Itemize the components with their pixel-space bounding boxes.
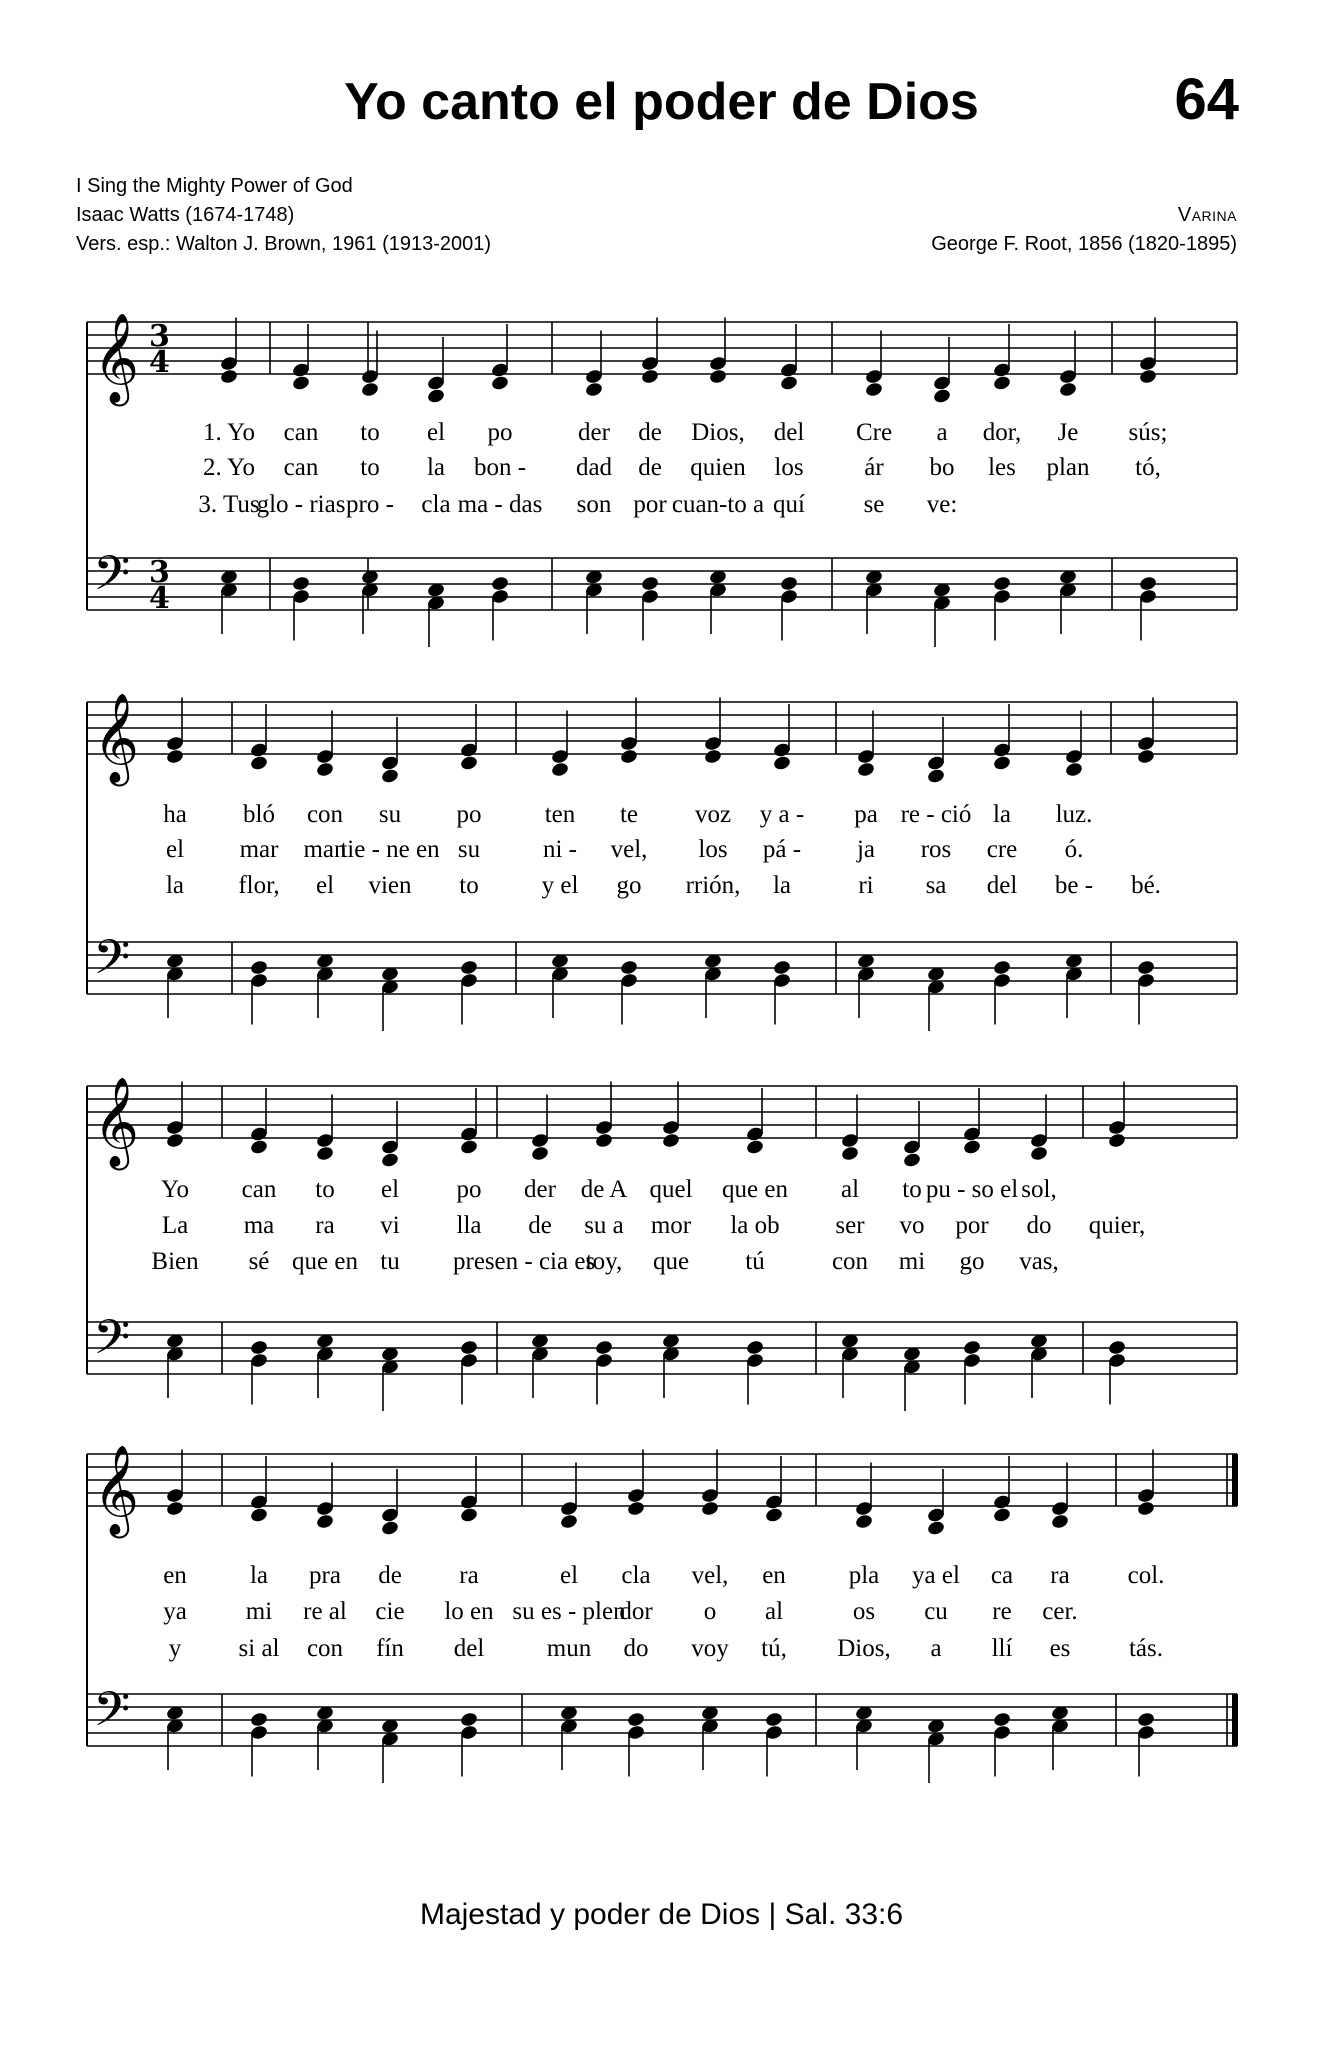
lyric-syllable: to [902, 1176, 922, 1203]
lyric-syllable: pá - [762, 836, 802, 863]
lyric-syllable: la [165, 872, 185, 899]
lyric-syllable: sé [248, 1248, 270, 1275]
lyric-syllable: su [457, 836, 481, 863]
lyric-syllable: a [930, 1635, 942, 1662]
lyric-syllable: ra [315, 1212, 335, 1239]
lyric-syllable: les [988, 454, 1016, 481]
lyric-syllable: cla [421, 491, 451, 518]
treble-notehead [315, 1145, 334, 1162]
treble-notehead [703, 748, 722, 765]
lyric-syllable: y a - [759, 801, 805, 828]
treble-notehead [459, 1507, 478, 1524]
lyric-syllable: fín [376, 1635, 404, 1662]
treble-notehead [249, 1507, 268, 1524]
treble-notehead [559, 1513, 578, 1530]
bass-time-sig-bottom: 4 [149, 581, 170, 616]
treble-notehead [764, 1507, 783, 1524]
lyric-syllable: Dios, [837, 1635, 891, 1662]
lyric-syllable: ni - [542, 836, 578, 863]
bass-notehead [764, 1711, 783, 1728]
lyric-syllable: cer. [1042, 1598, 1078, 1625]
lyric-syllable: lo en [444, 1598, 494, 1625]
treble-notehead [700, 1500, 719, 1517]
lyric-syllable: ri [858, 872, 874, 899]
lyric-syllable: los [698, 836, 728, 863]
treble-notehead [530, 1145, 549, 1162]
lyric-syllable: po [456, 1176, 482, 1203]
lyric-syllable: son [576, 491, 612, 518]
lyric-syllable: tás. [1128, 1635, 1164, 1662]
lyric-syllable: o [703, 1598, 717, 1625]
bass-notehead [640, 575, 659, 592]
author: Isaac Watts (1674-1748) [76, 204, 295, 226]
lyric-syllable: ros [920, 836, 952, 863]
treble-notehead [165, 1132, 184, 1149]
lyric-syllable: y [168, 1635, 182, 1662]
treble-notehead [426, 388, 445, 405]
lyric-syllable: y el [541, 872, 579, 899]
lyric-syllable: sol, [1021, 1176, 1057, 1203]
lyric-syllable: que [652, 1248, 690, 1275]
treble-notehead [380, 768, 399, 785]
lyric-syllable: ve: [926, 491, 958, 518]
lyric-syllable: que en [292, 1248, 358, 1275]
lyric-syllable: Dios, [691, 419, 745, 446]
lyric-syllable: mi [245, 1598, 273, 1625]
bass-notehead [1136, 1711, 1155, 1728]
treble-time-sig-top: 3 [149, 319, 170, 354]
treble-notehead [1107, 1132, 1126, 1149]
lyric-syllable: por [955, 1212, 989, 1239]
treble-notehead [661, 1132, 680, 1149]
treble-notehead [165, 748, 184, 765]
hymn-number: 64 [1174, 67, 1239, 132]
lyric-syllable: el [559, 1562, 579, 1589]
bass-notehead [249, 1339, 268, 1356]
lyric-syllable: os [852, 1598, 876, 1625]
treble-notehead [1058, 381, 1077, 398]
treble-notehead [219, 368, 238, 385]
treble-notehead [1064, 761, 1083, 778]
lyric-syllable: man [303, 836, 347, 863]
lyric-syllable: al [764, 1598, 784, 1625]
lyric-syllable: ma - das [457, 491, 543, 518]
lyric-syllable: pra [309, 1562, 341, 1589]
lyric-syllable: vien [368, 872, 412, 899]
lyric-syllable: pu - so el [925, 1176, 1019, 1203]
lyric-syllable: el [426, 419, 446, 446]
lyric-syllable: po [487, 419, 513, 446]
lyric-syllable: vo [899, 1212, 925, 1239]
lyric-syllable: de [528, 1212, 552, 1239]
lyric-syllable: to [360, 419, 380, 446]
treble-notehead [315, 761, 334, 778]
lyric-syllable: do [1026, 1212, 1052, 1239]
lyric-syllable: po [456, 801, 482, 828]
bass-notehead [459, 1339, 478, 1356]
lyric-syllable: ten [544, 801, 576, 828]
treble-notehead [490, 375, 509, 392]
lyric-syllable: der [578, 419, 610, 446]
bass-notehead [594, 1339, 613, 1356]
lyric-syllable: voz [694, 801, 732, 828]
treble-notehead [992, 375, 1011, 392]
lyric-syllable: flor, [238, 872, 280, 899]
lyric-syllable: tú, [761, 1635, 787, 1662]
treble-notehead [550, 761, 569, 778]
lyric-syllable: ca [990, 1562, 1014, 1589]
tune-name: Varina [1177, 204, 1237, 226]
lyric-syllable: can [283, 419, 319, 446]
lyric-syllable: pla [848, 1562, 880, 1589]
lyric-syllable: ra [1050, 1562, 1070, 1589]
lyric-syllable: mar [239, 836, 279, 863]
lyric-syllable: en [163, 1562, 187, 1589]
lyric-syllable: 1. Yo [202, 419, 256, 446]
lyric-syllable: ár [864, 454, 884, 481]
treble-notehead [854, 1513, 873, 1530]
bass-notehead [1136, 959, 1155, 976]
lyric-syllable: be - [1054, 872, 1094, 899]
lyric-syllable: sús; [1128, 419, 1168, 446]
treble-notehead [1136, 1500, 1155, 1517]
treble-notehead [840, 1145, 859, 1162]
lyric-syllable: con [306, 801, 344, 828]
lyric-syllable: to [315, 1176, 335, 1203]
lyric-syllable: su es - plen [512, 1598, 626, 1625]
bass-notehead [779, 575, 798, 592]
treble-time-sig-bottom: 4 [149, 345, 170, 380]
bass-notehead [772, 959, 791, 976]
lyric-syllable: re [992, 1598, 1012, 1625]
lyric-syllable: re - ció [900, 801, 972, 828]
lyric-syllable: vas, [1019, 1248, 1059, 1275]
bass-clef-icon: 𝄢 [93, 1309, 131, 1377]
treble-notehead [1050, 1513, 1069, 1530]
lyric-syllable: lla [456, 1212, 482, 1239]
bass-notehead [992, 575, 1011, 592]
lyric-syllable: ya [163, 1598, 187, 1625]
lyric-syllable: la ob [730, 1212, 780, 1239]
lyric-syllable: Je [1057, 419, 1079, 446]
lyric-syllable: do [623, 1635, 649, 1662]
lyric-syllable: mi [898, 1248, 926, 1275]
bass-notehead [626, 1711, 645, 1728]
lyric-syllable: dor [619, 1598, 653, 1625]
lyric-syllable: can [241, 1176, 277, 1203]
treble-notehead [864, 381, 883, 398]
lyric-syllable: de [378, 1562, 402, 1589]
lyric-syllable: tó, [1135, 454, 1161, 481]
lyric-syllable: es [1049, 1635, 1071, 1662]
lyric-syllable: ha [163, 801, 187, 828]
lyric-syllable: el [315, 872, 335, 899]
treble-notehead [926, 1520, 945, 1537]
lyric-syllable: ja [856, 836, 876, 863]
bass-notehead [249, 1711, 268, 1728]
lyric-syllable: cre [986, 836, 1018, 863]
lyric-syllable: go [959, 1248, 985, 1275]
lyric-syllable: can [283, 454, 319, 481]
lyric-syllable: tú [745, 1248, 765, 1275]
lyric-syllable: a [936, 419, 948, 446]
lyric-syllable: to [459, 872, 479, 899]
treble-clef-icon: 𝄞 [93, 693, 140, 783]
lyric-syllable: por [633, 491, 667, 518]
lyric-syllable: el [165, 836, 185, 863]
lyric-syllable: con [831, 1248, 869, 1275]
lyric-syllable: la [772, 872, 792, 899]
lyric-syllable: si al [238, 1635, 280, 1662]
lyric-syllable: 3. Tus [198, 491, 260, 518]
bass-clef-icon: 𝄢 [93, 1681, 131, 1749]
treble-notehead [459, 1139, 478, 1156]
treble-notehead [626, 1500, 645, 1517]
lyric-syllable: 2. Yo [202, 454, 256, 481]
treble-notehead [856, 761, 875, 778]
lyric-syllable: dad [575, 454, 613, 481]
lyric-syllable: de [638, 419, 662, 446]
lyric-syllable: Bien [151, 1248, 199, 1275]
lyric-syllable: cla [621, 1562, 651, 1589]
lyric-syllable: los [774, 454, 804, 481]
bass-notehead [249, 959, 268, 976]
lyric-syllable: to [360, 454, 380, 481]
translator: Vers. esp.: Walton J. Brown, 1961 (1913-2001) [76, 233, 492, 255]
treble-notehead [772, 755, 791, 772]
bass-notehead [490, 575, 509, 592]
lyric-syllable: pre [453, 1248, 485, 1275]
treble-notehead [459, 755, 478, 772]
treble-notehead [962, 1139, 981, 1156]
lyric-syllable: se [863, 491, 885, 518]
treble-clef-icon: 𝄞 [93, 1077, 140, 1167]
treble-notehead [584, 381, 603, 398]
lyric-syllable: plan [1046, 454, 1090, 481]
lyric-syllable: dor, [982, 419, 1022, 446]
bass-notehead [459, 1711, 478, 1728]
final-bar-thick [1232, 1694, 1238, 1746]
treble-notehead [315, 1513, 334, 1530]
treble-notehead [1136, 748, 1155, 765]
treble-clef-icon: 𝄞 [93, 1445, 140, 1535]
lyric-syllable: pro - [346, 491, 394, 518]
treble-notehead [1029, 1145, 1048, 1162]
lyric-syllable: cu [924, 1598, 948, 1625]
bass-notehead [1138, 575, 1157, 592]
lyric-syllable: al [840, 1176, 860, 1203]
lyric-syllable: bé. [1131, 872, 1161, 899]
hymn-title: Yo canto el poder de Dios [344, 73, 979, 131]
lyric-syllable: ó. [1064, 836, 1084, 863]
treble-clef-icon: 𝄞 [93, 313, 140, 403]
lyric-syllable: cuan-to a [671, 491, 765, 518]
treble-notehead [640, 368, 659, 385]
treble-notehead [708, 368, 727, 385]
treble-notehead [380, 1520, 399, 1537]
lyric-syllable: bo [929, 454, 955, 481]
treble-notehead [1138, 368, 1157, 385]
lyric-syllable: que en [722, 1176, 788, 1203]
treble-notehead [926, 768, 945, 785]
treble-notehead [291, 375, 310, 392]
final-bar-thick [1232, 1454, 1238, 1506]
lyric-syllable: Cre [855, 419, 893, 446]
lyric-syllable: vi [380, 1212, 400, 1239]
lyric-syllable: ra [459, 1562, 479, 1589]
lyric-syllable: bon - [473, 454, 527, 481]
lyric-syllable: der [524, 1176, 556, 1203]
lyric-syllable: con [306, 1635, 344, 1662]
lyric-syllable: vel, [610, 836, 648, 863]
treble-notehead [992, 755, 1011, 772]
lyric-syllable: mun [546, 1635, 592, 1662]
footer-reference: Majestad y poder de Dios | Sal. 33:6 [419, 1898, 904, 1931]
lyric-syllable: del [773, 419, 805, 446]
treble-notehead [594, 1132, 613, 1149]
lyric-syllable: ser [835, 1212, 865, 1239]
bass-notehead [291, 575, 310, 592]
lyric-syllable: La [161, 1212, 189, 1239]
lyric-syllable: su [378, 801, 402, 828]
treble-notehead [380, 1152, 399, 1169]
lyric-syllable: luz. [1055, 801, 1093, 828]
lyric-syllable: sa [925, 872, 947, 899]
lyric-syllable: voy [691, 1635, 729, 1662]
lyric-syllable: del [986, 872, 1018, 899]
treble-notehead [932, 388, 951, 405]
english-title: I Sing the Mighty Power of God [76, 175, 353, 197]
lyric-syllable: glo - rias [256, 491, 346, 518]
treble-notehead [360, 381, 379, 398]
bass-notehead [459, 959, 478, 976]
lyric-syllable: quí [773, 491, 805, 518]
composer: George F. Root, 1856 (1820-1895) [931, 233, 1237, 255]
lyric-syllable: en [762, 1562, 786, 1589]
lyric-syllable: llí [991, 1635, 1013, 1662]
bass-notehead [992, 1711, 1011, 1728]
lyric-syllable: el [380, 1176, 400, 1203]
lyric-syllable: la [426, 454, 446, 481]
lyric-syllable: rrión, [685, 872, 741, 899]
lyric-syllable: ya el [912, 1562, 960, 1589]
lyric-syllable: toy, [585, 1248, 623, 1275]
lyric-syllable: re al [303, 1598, 347, 1625]
bass-notehead [962, 1339, 981, 1356]
lyric-syllable: col. [1127, 1562, 1165, 1589]
lyric-syllable: de A [580, 1176, 628, 1203]
bass-clef-icon: 𝄢 [93, 545, 131, 613]
lyric-syllable: la [249, 1562, 269, 1589]
bass-clef-icon: 𝄢 [93, 929, 131, 997]
treble-notehead [745, 1139, 764, 1156]
bass-notehead [992, 959, 1011, 976]
treble-notehead [165, 1500, 184, 1517]
lyric-syllable: quier, [1088, 1212, 1146, 1239]
lyric-syllable: tie - ne en [340, 836, 440, 863]
lyric-syllable: vel, [691, 1562, 729, 1589]
bass-notehead [619, 959, 638, 976]
lyric-syllable: su a [584, 1212, 624, 1239]
lyric-syllable: ma [243, 1212, 275, 1239]
treble-notehead [779, 375, 798, 392]
lyric-syllable: Yo [160, 1176, 190, 1203]
treble-notehead [249, 1139, 268, 1156]
lyric-syllable: quien [690, 454, 746, 481]
lyric-syllable: mor [650, 1212, 692, 1239]
bass-notehead [745, 1339, 764, 1356]
treble-notehead [619, 748, 638, 765]
lyric-syllable: del [453, 1635, 485, 1662]
lyric-syllable: la [992, 801, 1012, 828]
lyric-syllable: de [638, 454, 662, 481]
lyric-syllable: quel [649, 1176, 693, 1203]
treble-notehead [249, 755, 268, 772]
lyric-syllable: pa [854, 801, 878, 828]
lyric-syllable: tu [380, 1248, 400, 1275]
bass-notehead [1107, 1339, 1126, 1356]
lyric-syllable: go [616, 872, 642, 899]
treble-notehead [902, 1152, 921, 1169]
lyric-syllable: te [619, 801, 639, 828]
bass-time-sig-top: 3 [149, 555, 170, 590]
treble-notehead [992, 1507, 1011, 1524]
lyric-syllable: cie [375, 1598, 405, 1625]
lyric-syllable: sen - cia es [484, 1248, 596, 1275]
lyric-syllable: bló [243, 801, 275, 828]
